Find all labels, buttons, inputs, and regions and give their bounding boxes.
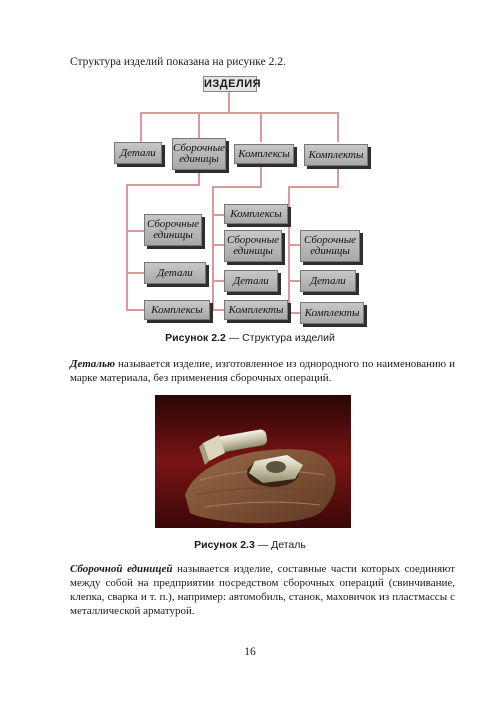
connector-line [126,230,144,232]
node-level1-assembly-units: Сборочные единицы [172,138,226,170]
connector-line [212,309,224,311]
node-col3-kits: Комплекты [300,302,364,324]
connector-line [126,184,128,310]
node-col1-assembly-units: Сборочные единицы [144,214,202,246]
connector-line [212,214,224,216]
connector-line [212,186,214,310]
connector-line [288,280,300,282]
figure-2-2-dash: — [225,332,243,344]
node-level1-kits: Комплекты [304,144,368,166]
paragraph-text: называется изделие, составные части которых соединяют между собой на предприятии посредством сборочных операций (свинчивание, клепка, сварка и т. п.), например: автомобиль, станок, маховичок из пластмассы с металлической арматурой. [70,563,456,617]
figure-2-3-dash: — [254,539,272,551]
paragraph-assembly-unit-definition [70,562,455,618]
figure-2-3-number: Рисунок 2.3 [194,539,255,551]
connector-line [337,112,339,142]
paragraph-part-definition [70,357,455,385]
connector-line [140,112,142,142]
connector-line [212,186,262,188]
connector-line [337,164,339,186]
product-structure-diagram [100,74,400,330]
connector-line [126,184,200,186]
node-col2-assembly-units: Сборочные единицы [224,230,282,262]
connector-line [288,244,300,246]
connector-line [126,309,144,311]
node-level1-complexes: Комплексы [234,144,294,164]
connector-line [288,186,339,188]
connector-line [198,170,200,184]
node-col2-complexes: Комплексы [224,204,288,224]
connector-line [260,112,262,142]
node-col3-assembly-units: Сборочные единицы [300,230,360,262]
connector-line [140,112,338,114]
page-number: 16 [244,646,256,658]
connector-line [260,164,262,186]
figure-2-3-caption [0,539,500,551]
intro-text: Структура изделий показана на рисунке 2.2. [70,56,286,68]
term-part: Деталью [70,358,116,370]
connector-line [212,244,224,246]
root-node: ИЗДЕЛИЯ [204,78,262,90]
figure-2-3-title: Деталь [271,539,306,551]
node-col3-parts: Детали [300,270,356,292]
node-level1-parts: Детали [114,142,162,164]
connector-line [126,272,144,274]
bolt-nut-plate-illustration [155,395,351,528]
node-col1-complexes: Комплексы [144,300,210,320]
connector-line [288,186,290,312]
connector-line [212,280,224,282]
node-col2-kits: Комплекты [224,300,288,320]
part-photo [155,395,351,528]
figure-2-2-number: Рисунок 2.2 [165,332,226,344]
node-col1-parts: Детали [144,262,206,284]
paragraph-text: называется изделие, изготовленное из однородного по наименованию и марке материала, без применения сборочных операций. [70,358,455,384]
connector-line [198,112,200,140]
connector-line [288,312,300,314]
figure-2-2-caption [0,332,500,344]
figure-2-2-title: Структура изделий [242,332,335,344]
connector-line [228,92,230,112]
node-col2-parts: Детали [224,270,278,292]
term-assembly-unit: Сборочной единицей [70,563,173,575]
